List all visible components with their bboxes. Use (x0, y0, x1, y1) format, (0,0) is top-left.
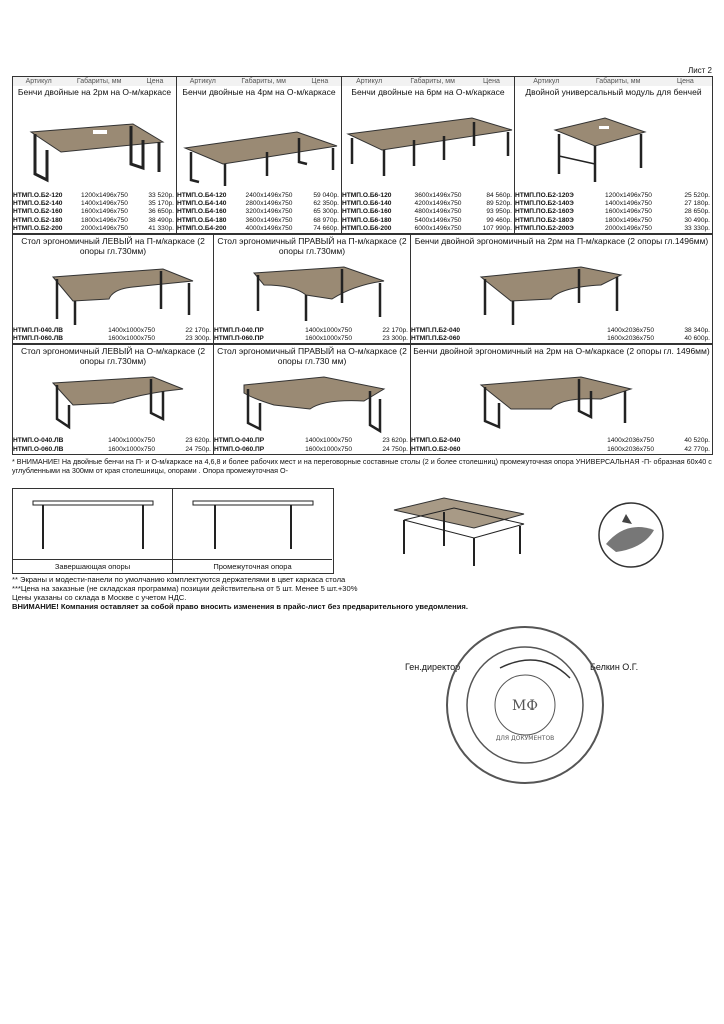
product-title: Бенчи двойные на 2рм на О-м/каркасе (17, 87, 172, 97)
module-image (515, 110, 712, 192)
ergo-bench-o-image (411, 369, 712, 437)
product-title: Бенчи двойные на 6рм на О-м/каркасе (351, 87, 505, 97)
price-row: НТМП.П-040.ЛВ 1400x1000x750 22 170р. (13, 327, 211, 335)
price-row: НТМП.П.Б2-040 1400x2036x750 38 340р. (411, 327, 710, 335)
price-row: НТМП.О.Б4-200 4000x1496x750 74 660р. (177, 224, 339, 232)
footnote: ** Экраны и модести-панели по умолчанию комплектуются держателями в цвет каркаса стола (12, 575, 346, 584)
supports-panel (12, 488, 334, 574)
price-row: НТМП.О.Б6-180 5400x1496x750 99 460р. (342, 216, 512, 224)
price-row: НТМП.ПО.Б2-160Э 1600x1496x750 28 650р. (515, 208, 710, 216)
price-list (214, 327, 410, 343)
row1-cell (342, 77, 515, 234)
row2-cell (214, 235, 411, 344)
product-title: Бенчи двойной эргономичный на 2рм на О-м/каркасе (2 опоры гл. 1496мм) (413, 346, 710, 357)
price-sheet (12, 68, 712, 455)
price-list (515, 192, 712, 233)
col-header: Артикул Габариты, мм Цена (515, 77, 712, 86)
price-row: НТМП.ПО.Б2-140Э 1400x1496x750 27 180р. (515, 200, 710, 208)
price-row: НТМП.О.Б4-180 3600x1496x750 68 970р. (177, 216, 339, 224)
row1-cell (515, 77, 713, 234)
price-list (214, 437, 410, 453)
price-row: НТМП.П-040.ПР 1400x1000x750 22 170р. (214, 327, 408, 335)
price-list (13, 437, 213, 453)
bench-6-image (342, 110, 514, 192)
ergo-left-o-image (13, 369, 213, 437)
col-header: Артикул Габариты, мм Цена (342, 77, 514, 86)
svg-text:ДЛЯ ДОКУМЕНТОВ: ДЛЯ ДОКУМЕНТОВ (495, 735, 555, 742)
price-row: НТМП.ПО.Б2-180Э 1800x1496x750 30 490р. (515, 216, 710, 224)
row1-cell (177, 77, 342, 234)
price-row: НТМП.О-040.ЛВ 1400x1000x750 23 620р. (13, 437, 211, 445)
ergo-bench-p-image (411, 259, 712, 327)
product-title: Бенчи двойной эргономичный на 2рм на П-м/каркасе (2 опоры гл.1496мм) (414, 236, 709, 247)
frame-image (384, 490, 534, 570)
ergo-right-p-image (214, 259, 410, 327)
price-row: НТМП.О.Б2-140 1400x1496x750 35 170р. (13, 200, 174, 208)
svg-text:МФ: МФ (512, 698, 538, 714)
price-row: НТМП.О.Б4-160 3200x1496x750 65 300р. (177, 208, 339, 216)
price-list (13, 192, 176, 233)
row1-table (12, 76, 713, 234)
ergo-right-o-image (214, 369, 410, 437)
price-list (411, 327, 712, 343)
product-title: Бенчи двойные на 4рм на О-м/каркасе (182, 87, 336, 97)
price-list (342, 192, 514, 233)
row1-cell (13, 77, 177, 234)
row2-cell (411, 235, 713, 344)
warning-note: * ВНИМАНИЕ! На двойные бенчи на П- и О-м/каркасе на 4,6,8 и более рабочих мест и на переговорные составные столы (2 и более столешниц) промежуточная опора УНИВЕРСАЛЬНАЯ -П- образная 60х40 с углубленными на 300мм от края столешницы, опорами . Опора промежуточная О- (12, 457, 712, 475)
price-row: НТМП.О-060.ЛВ 1600x1000x750 24 750р. (13, 445, 211, 453)
price-row: НТМП.О.Б2-160 1600x1496x750 36 650р. (13, 208, 174, 216)
price-row: НТМП.П-060.ПР 1600x1000x750 23 300р. (214, 335, 408, 343)
product-title: Стол эргономичный ПРАВЫЙ на П-м/каркасе (2 опоры гл.730мм) (217, 236, 407, 257)
price-row: НТМП.О.Б6-140 4200x1496x750 89 520р. (342, 200, 512, 208)
logo-emblem (596, 500, 666, 570)
mid-support (173, 489, 332, 573)
row3-cell (13, 345, 214, 454)
footnote: ВНИМАНИЕ! Компания оставляет за собой право вносить изменения в прайс-лист без предварительного уведомления. (12, 602, 468, 611)
footnote: Цены указаны со склада в Москве с учетом НДС. (12, 593, 187, 602)
price-row: НТМП.О.Б6-160 4800x1496x750 93 950р. (342, 208, 512, 216)
signature-name: Белкин О.Г. (590, 662, 639, 672)
row3-cell (214, 345, 411, 454)
product-title: Стол эргономичный ЛЕВЫЙ на П-м/каркасе (2 опоры гл.730мм) (21, 236, 205, 257)
price-row: НТМП.О.Б2-040 1400x2036x750 40 520р. (411, 437, 710, 445)
row3-table (12, 344, 713, 454)
price-row: НТМП.О.Б2-060 1600x2036x750 42 770р. (411, 445, 710, 453)
footnotes (12, 575, 468, 611)
price-row: НТМП.О-040.ПР 1400x1000x750 23 620р. (214, 437, 408, 445)
price-row: НТМП.О.Б6-200 6000x1496x750 107 990р. (342, 224, 512, 232)
col-header: Артикул Габариты, мм Цена (13, 77, 176, 86)
sheet-label: Лист 2 (687, 66, 712, 75)
price-list (411, 437, 712, 453)
price-row: НТМП.П-060.ЛВ 1600x1000x750 23 300р. (13, 335, 211, 343)
price-list (177, 192, 341, 233)
price-list (13, 327, 213, 343)
price-row: НТМП.ПО.Б2-120Э 1200x1496x750 25 520р. (515, 192, 710, 199)
price-row: НТМП.О.Б2-200 2000x1496x750 41 330р. (13, 224, 174, 232)
row2-cell (13, 235, 214, 344)
end-support-label: Завершающая опоры (13, 559, 172, 571)
ergo-left-p-image (13, 259, 213, 327)
col-header: Артикул Габариты, мм Цена (177, 77, 341, 86)
signature-position: Ген.директор (405, 662, 461, 672)
price-row: НТМП.О.Б2-180 1800x1496x750 38 490р. (13, 216, 174, 224)
product-title: Стол эргономичный ЛЕВЫЙ на О-м/каркасе (2 опоры гл.730мм) (20, 346, 206, 367)
product-title: Двойной универсальный модуль для бенчей (525, 87, 702, 97)
row2-table (12, 234, 713, 344)
bench-4-image (177, 110, 341, 192)
price-row: НТМП.О.Б4-120 2400x1496x750 59 040р. (177, 192, 339, 199)
price-row: НТМП.О.Б6-120 3600x1496x750 84 560р. (342, 192, 512, 199)
product-title: Стол эргономичный ПРАВЫЙ на О-м/каркасе (2 опоры гл.730 мм) (217, 346, 407, 367)
price-row: НТМП.О-060.ПР 1600x1000x750 24 750р. (214, 445, 408, 453)
mid-support-label: Промежуточная опора (173, 559, 332, 571)
end-support (13, 489, 173, 573)
price-row: НТМП.О.Б4-140 2800x1496x750 62 350р. (177, 200, 339, 208)
bench-2-image (13, 110, 176, 192)
price-row: НТМП.ПО.Б2-200Э 2000x1496x750 33 330р. (515, 224, 710, 232)
footnote: ***Цена на заказные (не складская программа) позиции действительна от 5 шт. Менее 5 шт.+30% (12, 584, 358, 593)
price-row: НТМП.П.Б2-060 1600x2036x750 40 600р. (411, 335, 710, 343)
company-stamp (440, 620, 610, 790)
price-row: НТМП.О.Б2-120 1200x1496x750 33 520р. (13, 192, 174, 199)
row3-cell (411, 345, 713, 454)
